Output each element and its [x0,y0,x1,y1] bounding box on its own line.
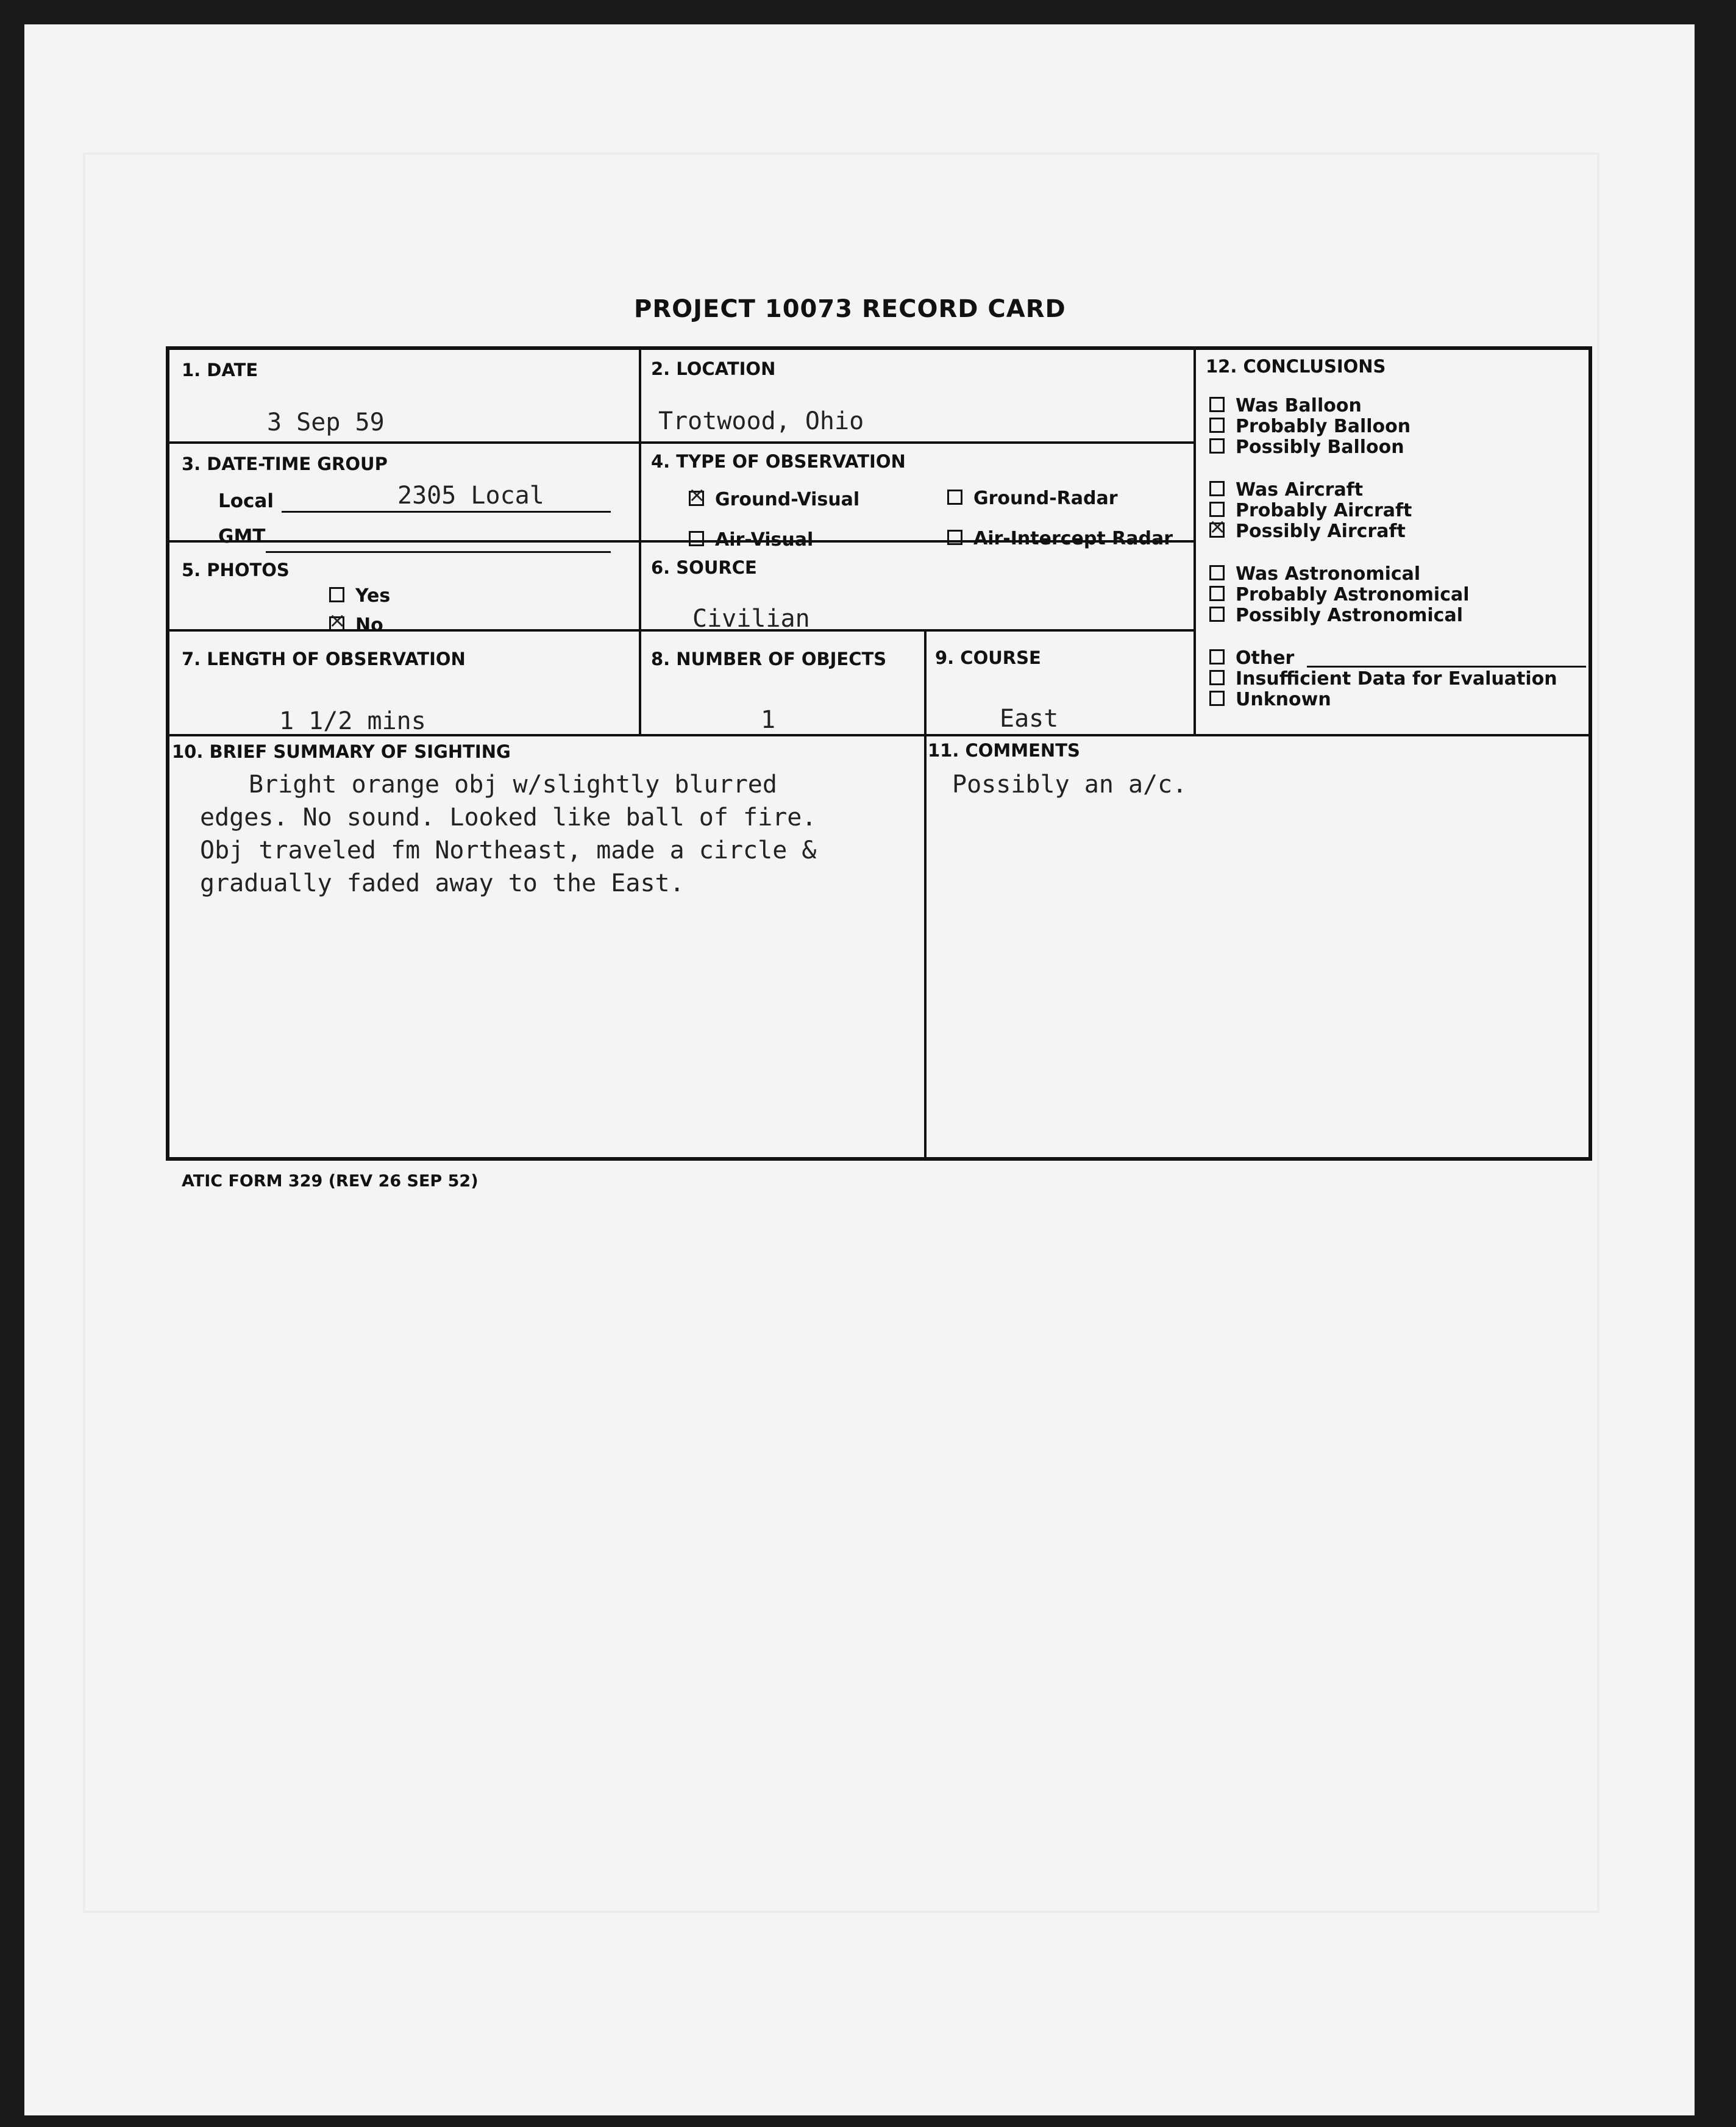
summary-text [200,768,1053,900]
row-divider-1 [169,441,1195,444]
course-label: 9. COURSE [935,647,1041,668]
gmt-label: GMT [218,526,266,547]
conclusion-option: Probably Aircraft [1209,500,1412,521]
conclusion-option: Unknown [1209,689,1331,710]
conclusion-option: Insufficient Data for Evaluation [1209,668,1557,689]
conclusions-label: 12. CONCLUSIONS [1206,356,1386,377]
conclusion-option: Probably Balloon [1209,416,1410,437]
col-divider-conclusions [1194,350,1196,735]
local-underline [282,511,611,513]
photos-no-option: ×No [329,615,383,636]
conclusion-option: Possibly Balloon [1209,436,1404,458]
conclusion-checkbox [1209,418,1225,433]
summary-line: Bright orange obj w/slightly blurred [249,771,777,799]
conclusion-checkbox [1209,586,1225,601]
conclusion-checkbox [1209,522,1225,538]
local-label: Local [218,490,274,512]
conclusion-checkbox [1209,565,1225,580]
other-underline [1307,666,1586,668]
summary-line: gradually faded away to the East. [200,869,685,897]
col-divider-location [639,350,641,734]
ground-visual-option: ×Ground-Visual [689,489,859,510]
source-value: Civilian [692,605,810,633]
length-of-observation-label: 7. LENGTH OF OBSERVATION [182,649,466,669]
conclusion-checkbox [1209,691,1225,706]
conclusion-checkbox [1209,607,1225,622]
location-value: Trotwood, Ohio [658,407,864,435]
conclusion-option: Probably Astronomical [1209,584,1470,605]
summary-line: edges. No sound. Looked like ball of fire. [200,803,817,832]
conclusion-checkbox [1209,397,1225,412]
conclusion-checkbox [1209,481,1225,496]
date-time-group-label: 3. DATE-TIME GROUP [182,454,388,474]
conclusion-option: Possibly Astronomical [1209,605,1463,626]
type-of-observation-label: 4. TYPE OF OBSERVATION [651,451,906,472]
course-value: East [1000,705,1059,733]
document-sheet [24,24,1695,2115]
photos-label: 5. PHOTOS [182,560,290,580]
summary-line: Obj traveled fm Northeast, made a circle & [200,836,817,864]
conclusion-option: ×Possibly Aircraft [1209,521,1406,542]
location-label: 2. LOCATION [651,358,776,379]
number-of-objects-label: 8. NUMBER OF OBJECTS [651,649,887,669]
ground-visual-checkbox [689,491,704,506]
form-identifier: ATIC FORM 329 (REV 26 SEP 52) [182,1172,478,1191]
card-title: PROJECT 10073 RECORD CARD [634,295,1066,323]
date-value: 3 Sep 59 [267,408,385,436]
local-value: 2305 Local [397,482,544,510]
conclusion-option: Was Astronomical [1209,563,1420,585]
comments-value: Possibly an a/c. [952,771,1187,799]
photos-no-checkbox [329,616,344,632]
gmt-underline [266,551,611,553]
photos-yes-checkbox [329,587,344,602]
comments-label: 11. COMMENTS [928,740,1080,761]
date-label: 1. DATE [182,360,258,380]
air-visual-checkbox [689,531,704,546]
ground-radar-checkbox [947,490,962,505]
air-intercept-radar-checkbox [947,530,962,545]
number-of-objects-value: 1 [761,706,776,734]
conclusion-checkbox [1209,670,1225,685]
photos-yes-option: Yes [329,585,390,607]
air-intercept-radar-option: Air-Intercept Radar [947,528,1173,549]
conclusion-checkbox [1209,649,1225,664]
conclusion-checkbox [1209,438,1225,454]
ground-radar-option: Ground-Radar [947,488,1118,509]
length-of-observation-value: 1 1/2 mins [279,707,426,735]
summary-label: 10. BRIEF SUMMARY OF SIGHTING [172,741,511,762]
conclusion-option-other: Other [1209,647,1294,669]
row-divider-3 [169,629,1195,632]
record-card [166,346,1592,1161]
conclusion-option: Was Aircraft [1209,479,1363,501]
conclusion-option: Was Balloon [1209,395,1362,416]
source-label: 6. SOURCE [651,557,757,578]
air-visual-option: Air-Visual [689,529,813,550]
